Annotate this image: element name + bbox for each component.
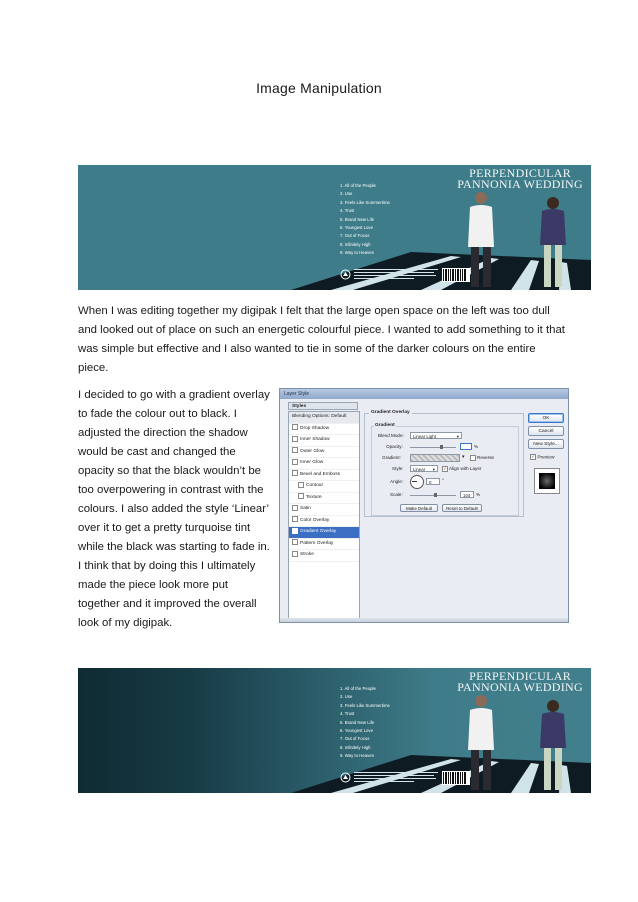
track-item: 7. Out of Focus	[340, 736, 370, 742]
checkbox-icon[interactable]	[298, 482, 304, 488]
chevron-down-icon: ▾	[456, 434, 459, 439]
style-item-blending[interactable]	[289, 412, 359, 424]
style-item-label: Inner Glow	[300, 460, 324, 465]
styles-header: Styles	[288, 402, 358, 410]
style-item-label: Pattern Overlay	[300, 540, 334, 546]
dialog-titlebar: Layer Style	[280, 389, 568, 399]
style-item-pattern-overlay[interactable]	[289, 539, 359, 551]
chevron-down-icon: ▾	[432, 467, 435, 472]
layer-style-dialog	[279, 388, 569, 623]
group-title: Gradient Overlay	[371, 410, 410, 415]
opacity-slider-knob[interactable]	[440, 445, 443, 449]
style-item-gradient-overlay[interactable]	[289, 527, 359, 539]
angle-dial[interactable]	[410, 475, 424, 489]
person-figure-right	[536, 195, 570, 289]
style-item-inner-shadow[interactable]	[289, 435, 359, 447]
checkbox-icon[interactable]	[292, 516, 298, 522]
track-item: 4. Trust	[340, 208, 355, 214]
preview-checkbox-checked[interactable]: ✓	[531, 454, 535, 459]
label-logo-icon	[340, 772, 351, 783]
style-item-stroke[interactable]	[289, 550, 359, 562]
checkbox-checked-icon[interactable]	[292, 528, 298, 534]
preview-swatch	[534, 468, 560, 494]
track-item: 8. Infinitely High	[340, 744, 371, 750]
intro-paragraph: When I was editing together my digipak I felt that the large open space on the left was too dull and looked out of place on such an energetic colourful piece. I wanted to add something to it that was simple but effective and I also wanted to tie in some of the darker colours on the entire piece.	[78, 305, 565, 374]
style-value: Linear	[413, 467, 426, 472]
style-item-label: Color Overlay	[300, 517, 330, 523]
gradient-label: Gradient:	[382, 455, 401, 460]
align-label: Align with Layer	[449, 466, 482, 471]
track-item: 8. Infinitely High	[340, 241, 371, 247]
digipak-banner-original	[78, 165, 591, 290]
style-label: Style:	[392, 466, 404, 471]
track-item: 5. Brand New Life	[340, 216, 375, 222]
style-item-label: Outer Glow	[300, 448, 325, 454]
track-item: 3. Feels Like Summertime	[340, 702, 390, 708]
scale-slider-knob[interactable]	[434, 493, 437, 497]
subgroup-title: Gradient	[375, 423, 395, 428]
style-item-outer-glow[interactable]	[289, 447, 359, 459]
opacity-slider[interactable]	[410, 447, 456, 448]
style-item-label: Satin	[300, 506, 311, 511]
band-name: PERPENDICULAR	[469, 669, 572, 683]
scale-label: Scale:	[390, 492, 403, 497]
style-item-label: Bevel and Emboss	[300, 471, 340, 477]
style-item-satin[interactable]	[289, 504, 359, 516]
track-item: 9. Way to Heaven	[340, 250, 374, 256]
track-list	[340, 182, 390, 258]
style-item-inner-glow[interactable]	[289, 458, 359, 470]
style-item-label: Drop Shadow	[300, 425, 330, 431]
person-figure-right	[536, 698, 570, 792]
style-item-label: Gradient Overlay	[300, 529, 337, 534]
angle-unit: °	[442, 478, 444, 483]
reverse-checkbox[interactable]	[470, 455, 476, 461]
checkbox-icon[interactable]	[292, 447, 298, 453]
track-item: 6. Youngest Love	[340, 728, 373, 734]
page-title: Image Manipulation	[256, 80, 382, 96]
track-item: 5. Brand New Life	[340, 719, 375, 725]
style-item-texture[interactable]	[289, 493, 359, 505]
legal-text-block	[354, 771, 440, 785]
style-item-label: Inner Shadow	[300, 437, 330, 442]
label-logo-icon	[340, 269, 351, 280]
gradient-overlay-group	[364, 410, 524, 517]
checkbox-icon[interactable]	[292, 551, 298, 557]
album-name: PANNONIA WEDDING	[457, 177, 583, 191]
legal-text-block	[354, 268, 440, 282]
opacity-label: Opacity:	[386, 444, 403, 449]
reverse-label: Reverse	[477, 455, 495, 460]
align-checkbox-checked[interactable]: ✓	[443, 466, 447, 471]
style-item-label: Contour	[306, 483, 324, 488]
blend-mode-label: Blend Mode:	[378, 433, 404, 438]
checkbox-icon[interactable]	[298, 493, 304, 499]
track-item: 2. Use	[340, 694, 353, 700]
new-style-button[interactable]: New Style...	[528, 439, 564, 449]
track-item: 7. Out of Focus	[340, 233, 370, 239]
track-item: 1. All of the People	[340, 686, 376, 691]
scale-slider[interactable]	[410, 495, 456, 496]
style-item-bevel-emboss[interactable]	[289, 470, 359, 482]
track-item: 6. Youngest Love	[340, 225, 373, 231]
preview-option[interactable]	[530, 454, 554, 460]
ok-button[interactable]: OK	[528, 413, 564, 423]
style-item-label: Stroke	[300, 552, 314, 557]
style-item-color-overlay[interactable]	[289, 516, 359, 528]
opacity-input[interactable]	[460, 443, 472, 450]
angle-label: Angle:	[390, 479, 404, 484]
band-title	[457, 671, 583, 693]
checkbox-icon[interactable]	[292, 436, 298, 442]
blend-mode-value: Linear Light	[413, 434, 436, 439]
style-item-label: Texture	[306, 494, 322, 500]
cancel-button[interactable]: Cancel	[528, 426, 564, 436]
checkbox-icon[interactable]	[292, 459, 298, 465]
track-item: 4. Trust	[340, 711, 355, 717]
checkbox-icon[interactable]	[292, 424, 298, 430]
gradient-picker[interactable]	[410, 454, 460, 462]
checkbox-icon[interactable]	[292, 470, 298, 476]
person-figure-left	[460, 189, 502, 289]
track-item: 3. Feels Like Summertime	[340, 199, 390, 205]
style-select[interactable]	[410, 465, 438, 472]
style-item-label: Blending Options: Default	[292, 414, 347, 419]
styles-list	[288, 411, 360, 620]
preview-label: Preview	[537, 455, 555, 461]
digipak-banner-edited	[78, 668, 591, 793]
album-name: PANNONIA WEDDING	[457, 680, 583, 694]
track-item: 2. Use	[340, 191, 353, 197]
track-item: 1. All of the People	[340, 183, 376, 188]
chevron-down-icon[interactable]: ▾	[462, 454, 465, 460]
checkbox-icon[interactable]	[292, 505, 298, 511]
style-item-contour[interactable]	[289, 481, 359, 493]
checkbox-icon[interactable]	[292, 539, 298, 545]
scale-unit: %	[476, 492, 481, 497]
scale-input[interactable]: 104	[460, 491, 474, 498]
gradient-subgroup	[371, 423, 519, 516]
track-item: 9. Way to Heaven	[340, 753, 374, 759]
person-figure-left	[460, 692, 502, 792]
blend-mode-select[interactable]	[410, 432, 462, 439]
track-list	[340, 685, 390, 761]
dialog-buttons	[528, 413, 564, 452]
opacity-unit: %	[474, 444, 479, 449]
angle-input[interactable]: 0	[426, 478, 440, 485]
band-title	[457, 168, 583, 190]
reset-default-button[interactable]: Reset to Default	[442, 504, 482, 512]
make-default-button[interactable]: Make Default	[400, 504, 438, 512]
band-name: PERPENDICULAR	[469, 166, 572, 180]
explanation-paragraph: I decided to go with a gradient overlay to fade the colour out to black. I adjusted the direction the shadow would be cast and changed the opacity so that the black wouldn’t be too overpowering in contrast with the colours. I also added the style ‘Linear’ over it to get a pretty turquoise tint while the black was starting to fade in. I think that by doing this I ultimately made the piece look more put together and it improved the overall look of my digipak.	[78, 389, 270, 629]
style-item-drop-shadow[interactable]	[289, 424, 359, 436]
